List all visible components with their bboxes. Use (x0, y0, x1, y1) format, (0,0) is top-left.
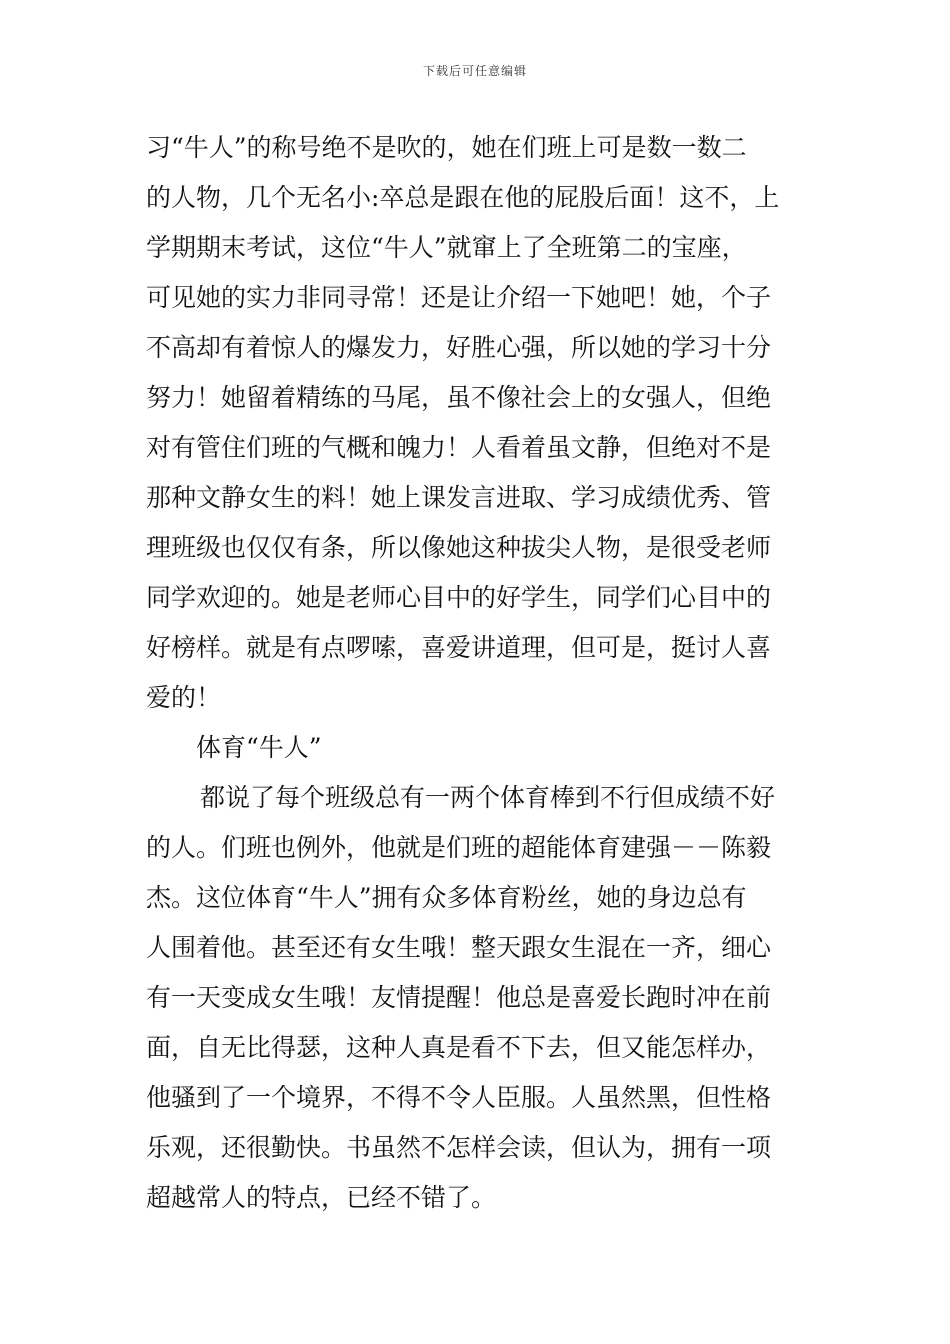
text-line: 习“牛人”的称号绝不是吹的，她在们班上可是数一数二 (146, 133, 747, 162)
text-line: 杰。这位体育“牛人”拥有众多体育粉丝，她的身边总有 (146, 883, 747, 912)
text-line: 不高却有着惊人的爆发力，好胜心强，所以她的学习十分 (146, 333, 772, 362)
text-line: 都说了每个班级总有一两个体育棒到不行但成绩不好 (200, 783, 776, 812)
text-line: 人围着他。甚至还有女生哦！整天跟女生混在一齐，细心 (146, 933, 772, 962)
text-line: 有一天变成女生哦！友情提醒！他总是喜爱长跑时冲在前 (146, 983, 772, 1012)
text-line: 的人物，几个无名小:卒总是跟在他的屁股后面！这不，上 (146, 183, 780, 212)
text-line: 学期期末考试，这位“牛人”就窜上了全班第二的宝座， (146, 233, 747, 262)
text-line: 的人。们班也例外，他就是们班的超能体育建强－－陈毅 (146, 833, 772, 862)
text-line: 乐观，还很勤快。书虽然不怎样会读，但认为，拥有一项 (146, 1133, 772, 1162)
section-heading: 体育“牛人” (196, 733, 322, 762)
text-line: 超越常人的特点，已经不错了。 (146, 1183, 497, 1212)
text-line: 爱的！ (146, 683, 222, 712)
text-line: 理班级也仅仅有条，所以像她这种拔尖人物，是很受老师 (146, 533, 772, 562)
text-line: 他骚到了一个境界，不得不令人臣服。人虽然黑，但性格 (146, 1083, 772, 1112)
text-line: 对有管住们班的气概和魄力！人看着虽文静，但绝对不是 (146, 433, 772, 462)
text-line: 努力！她留着精练的马尾，虽不像社会上的女强人，但绝 (146, 383, 772, 412)
text-line: 那种文静女生的料！她上课发言进取、学习成绩优秀、管 (146, 483, 772, 512)
text-line: 同学欢迎的。她是老师心目中的好学生，同学们心目中的 (146, 583, 772, 612)
text-line: 面，自无比得瑟，这种人真是看不下去，但又能怎样办， (146, 1033, 772, 1062)
text-line: 好榜样。就是有点啰嗦，喜爱讲道理，但可是，挺讨人喜 (146, 633, 772, 662)
page-header: 下载后可任意编辑 (422, 64, 527, 78)
text-line: 可见她的实力非同寻常！还是让介绍一下她吧！她，个子 (146, 283, 772, 312)
